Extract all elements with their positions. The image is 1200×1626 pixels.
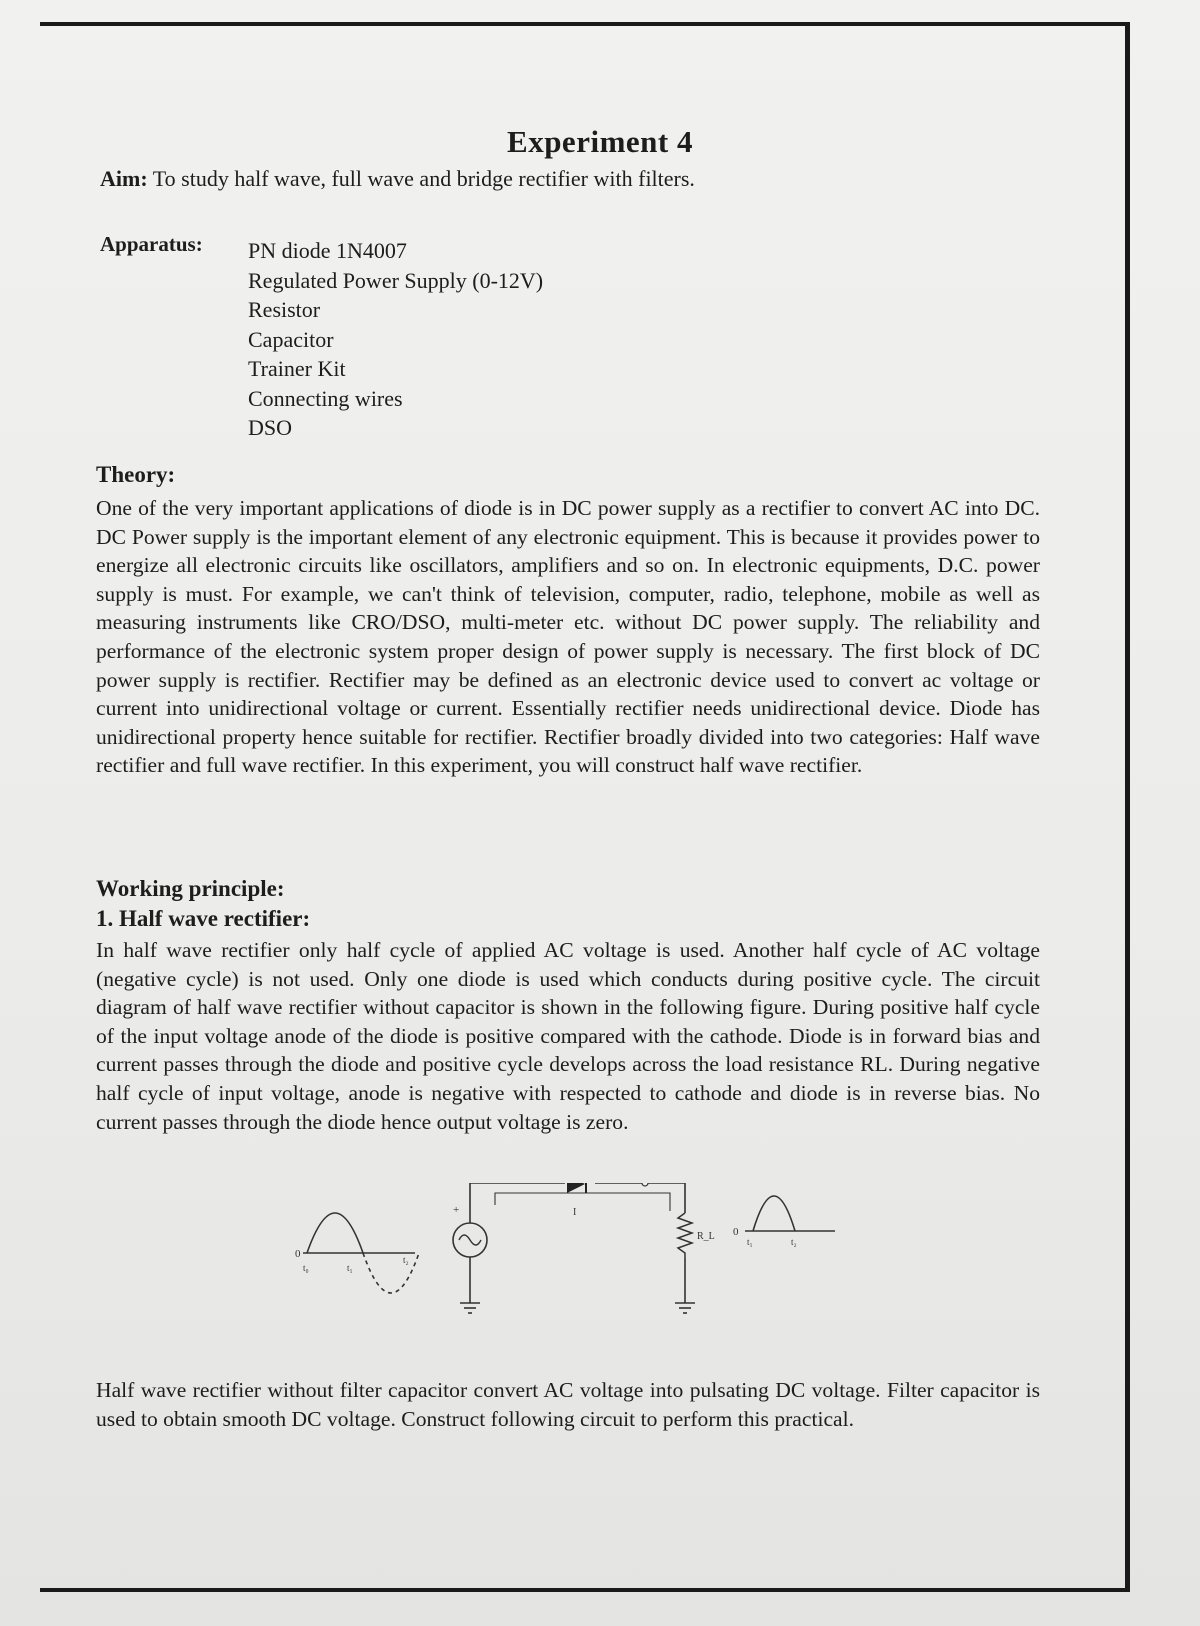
half-wave-rectifier-circuit — [295, 1183, 875, 1343]
ground-symbol — [675, 1303, 695, 1313]
apparatus-item: Capacitor — [248, 326, 334, 352]
aim-line — [100, 166, 695, 192]
theory-heading: Theory: — [96, 462, 176, 487]
apparatus-label: Apparatus: — [100, 232, 203, 256]
output-zero-label: 0 — [733, 1226, 739, 1238]
aim-label: Aim: — [100, 166, 148, 191]
output-waveform — [745, 1196, 835, 1231]
circuit-wires — [470, 1183, 685, 1303]
half-wave-subheading: 1. Half wave rectifier: — [96, 906, 311, 931]
input-t2-label: t₂ — [403, 1255, 409, 1265]
input-positive-half-cycle — [307, 1213, 363, 1253]
aim-text: To study half wave, full wave and bridge rectifier with filters. — [152, 166, 695, 191]
diode-symbol — [567, 1183, 648, 1193]
input-zero-label: 0 — [295, 1248, 301, 1260]
page-border — [40, 22, 1130, 1592]
load-resistor-symbol — [678, 1213, 692, 1258]
input-negative-half-cycle — [363, 1253, 419, 1293]
apparatus-item: Resistor — [248, 297, 321, 322]
load-resistor-label: R_L — [697, 1231, 715, 1242]
apparatus-item: DSO — [248, 415, 293, 440]
apparatus-item: PN diode 1N4007 — [248, 238, 407, 263]
closing-paragraph: Half wave rectifier without filter capacitor convert AC voltage into pulsating DC voltage. Filter capacitor is used to obtain smooth DC voltage. Construct following circuit to perform this practical. — [96, 1378, 1040, 1431]
theory-paragraph: One of the very important applications of diode is in DC power supply as a rectifier to convert AC into DC. DC Power supply is the important element of any electronic equipment. This is because it provides power to energize all electronic circuits like oscillators, amplifiers and so on. In electronic equipments, D.C. power supply is must. For example, we can't think of television, computer, radio, telephone, mobile as well as measuring instruments like CRO/DSO, multi-meter etc. without DC power supply. The reliability and performance of the electronic system proper design of power supply is necessary. The first block of DC power supply is rectifier. Rectifier may be defined as an electronic device used to convert ac voltage or current into unidirectional voltage or current. Essentially rectifier needs unidirectional device. Diode has unidirectional property hence suitable for rectifier. Rectifier broadly divided into two categories: Half wave rectifier and full wave rectifier. In this experiment, you will construct half wave rectifier. — [96, 496, 1040, 778]
source-plus-label: + — [453, 1204, 460, 1216]
working-paragraph: In half wave rectifier only half cycle of applied AC voltage is used. Another half cycle of AC voltage (negative cycle) is not used. Only one diode is used which conducts during positive cycle. The circuit diagram of half wave rectifier without capacitor is shown in the following figure. During positive half cycle of the input voltage anode of the diode is positive compared with the cathode. Diode is in forward bias and current passes through the diode and positive cycle develops across the load resistance RL. During negative half cycle of input voltage, anode is negative with respected to cathode and diode is in reverse bias. No current passes through the diode hence output voltage is zero. — [96, 938, 1040, 1134]
apparatus-list — [248, 236, 543, 443]
current-label: I — [573, 1207, 577, 1218]
input-t0-label: t₀ — [303, 1263, 309, 1273]
output-t2-label: t₂ — [791, 1237, 797, 1247]
input-t1-label: t₁ — [347, 1263, 353, 1273]
input-waveform — [303, 1213, 419, 1293]
apparatus-item: Trainer Kit — [248, 356, 346, 381]
sine-glyph-icon — [459, 1235, 481, 1245]
apparatus-item: Regulated Power Supply (0-12V) — [248, 267, 544, 293]
output-t1-label: t₁ — [747, 1237, 753, 1247]
page-title: Experiment 4 — [507, 124, 693, 159]
apparatus-item: Connecting wires — [248, 385, 403, 411]
working-heading: Working principle: — [96, 876, 285, 901]
ground-symbol — [460, 1303, 480, 1313]
